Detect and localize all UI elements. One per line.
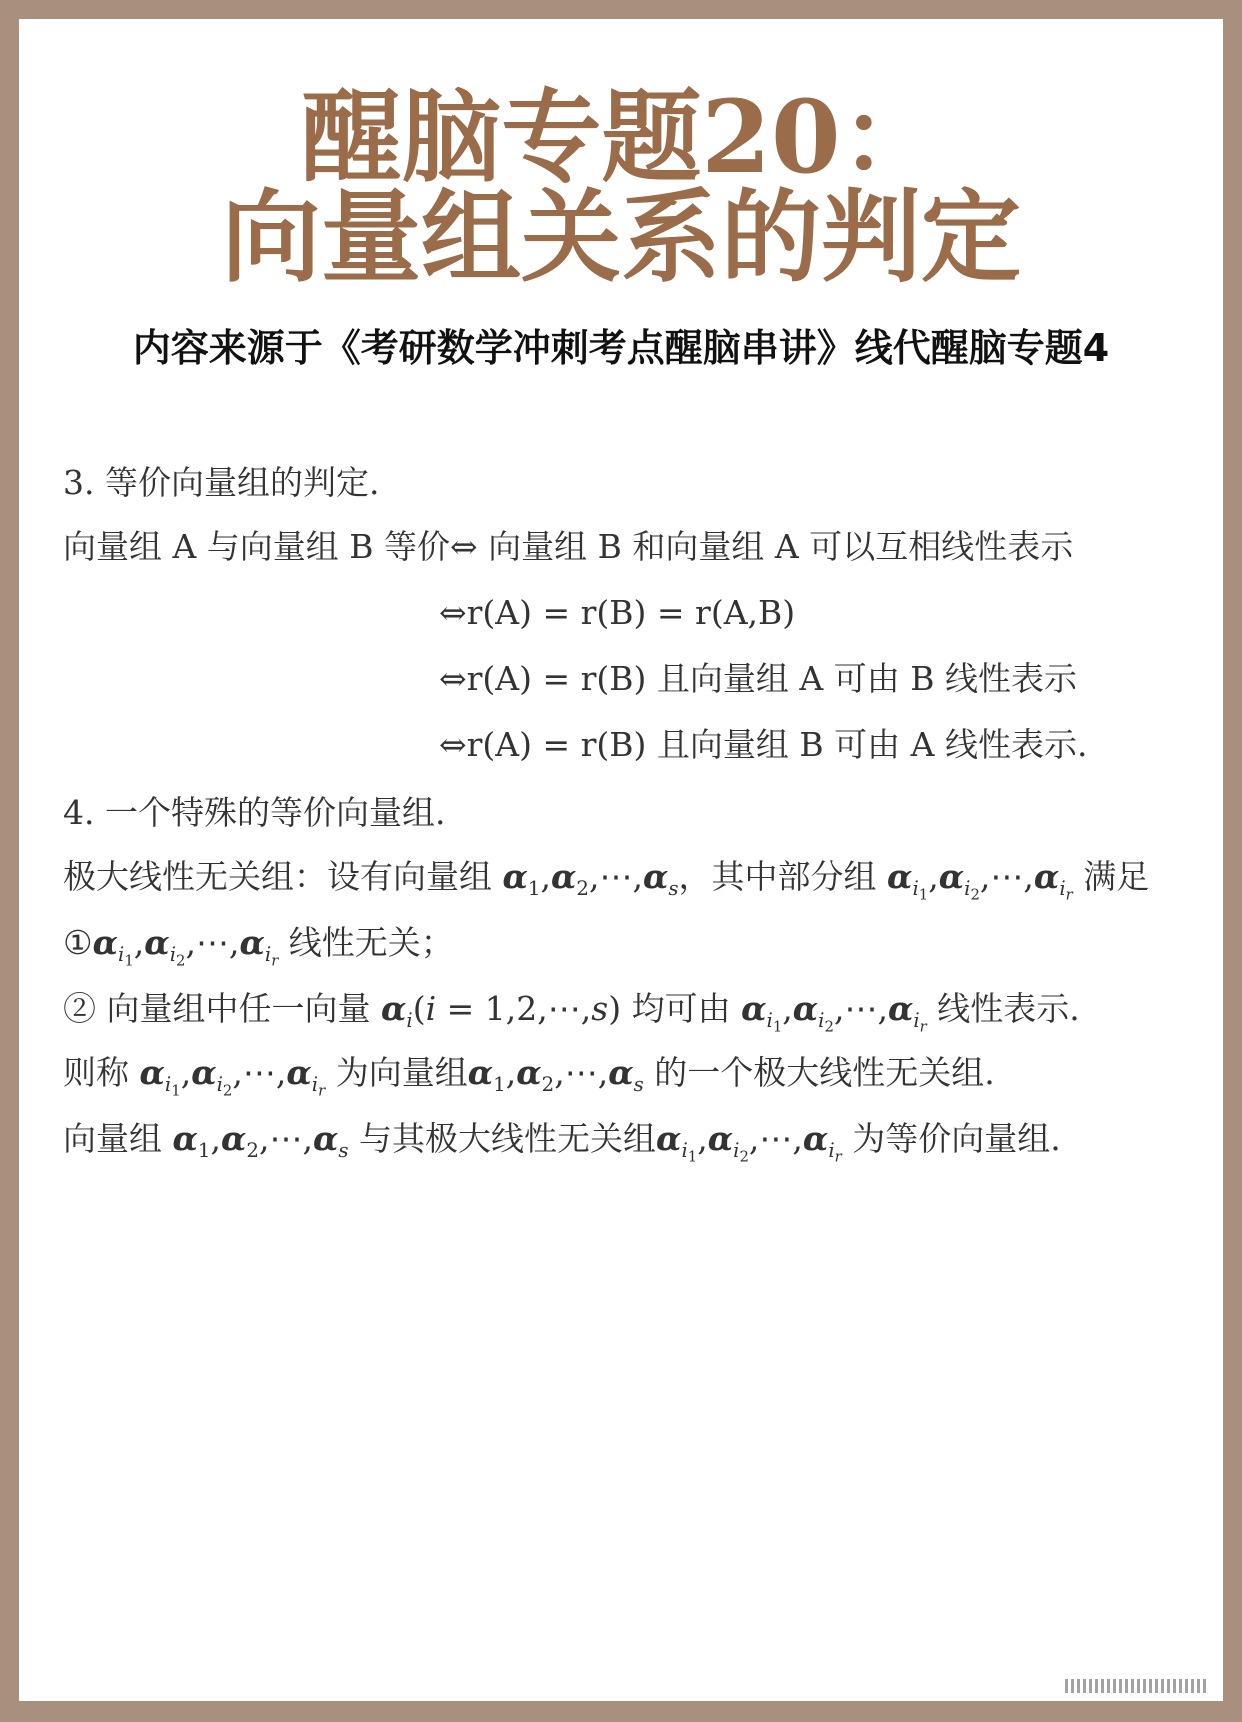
condition-2-suffix: 线性表示.: [937, 989, 1080, 1028]
condition-2-middle: 均可由: [631, 989, 731, 1028]
vector-group-alpha-s: $\alpha_1,\alpha_2,\cdots,\alpha_s$: [502, 857, 679, 900]
watermark-dots: [1065, 1679, 1207, 1693]
title-line-2: 向量组关系的判定: [221, 178, 1021, 296]
final-prefix: 向量组: [63, 1119, 162, 1158]
final-middle: 与其极大线性无关组: [359, 1119, 657, 1158]
conclusion-suffix: 的一个极大线性无关组.: [654, 1053, 995, 1092]
section-3-line-3: ⇔r(A) = r(B) 且向量组 A 可由 B 线性表示: [439, 659, 1077, 698]
section-3-heading: 3. 等价向量组的判定.: [63, 463, 380, 502]
subtitle: 内容来源于《考研数学冲刺考点醒脑串讲》线代醒脑专题4: [132, 326, 1110, 370]
final-line: [63, 1119, 1061, 1166]
conclusion-prefix: 则称: [63, 1053, 129, 1092]
condition-1-marker: ①: [63, 923, 93, 962]
subgroup-alpha-ir: $\alpha_{i_1},\alpha_{i_2},\cdots,\alpha_{i_r}$: [92, 923, 279, 970]
conclusion-line: [63, 1053, 995, 1100]
subgroup-alpha-ir: $\alpha_{i_1},\alpha_{i_2},\cdots,\alpha_{i_r}$: [139, 1053, 326, 1100]
conclusion-middle: 为向量组: [335, 1053, 468, 1092]
section-3-line-1: 向量组 A 与向量组 B 等价⇔ 向量组 B 和向量组 A 可以互相线性表示: [63, 527, 1074, 566]
section-4-heading: 4. 一个特殊的等价向量组.: [63, 793, 446, 832]
condition-1-line: [63, 923, 454, 970]
final-suffix: 为等价向量组.: [852, 1119, 1061, 1158]
condition-1-text: 线性无关；: [288, 923, 454, 962]
section-3-line-4: ⇔r(A) = r(B) 且向量组 B 可由 A 线性表示.: [439, 725, 1088, 764]
subgroup-alpha-ir: $\alpha_{i_1},\alpha_{i_2},\cdots,\alpha_{i_r}$: [656, 1119, 842, 1166]
vector-alpha-i: $\alpha_i(i$ = 1,2,⋯,s): [381, 989, 622, 1032]
condition-2-line: [63, 989, 1080, 1036]
definition-middle: ，其中部分组: [678, 857, 877, 896]
vector-group-alpha-s: $\alpha_1,\alpha_2,\cdots,\alpha_s$: [172, 1119, 349, 1162]
definition-suffix: 满足: [1083, 857, 1150, 896]
page: [19, 19, 1223, 1701]
condition-2-prefix: ② 向量组中任一向量: [63, 989, 371, 1028]
title-line-1: 醒脑专题20：: [301, 78, 941, 196]
definition-prefix: 极大线性无关组：设有向量组: [63, 857, 492, 896]
section-3-line-2: ⇔r(A) = r(B) = r(A,B): [439, 593, 796, 632]
subgroup-alpha-ir: $\alpha_{i_1},\alpha_{i_2},\cdots,\alpha_{i_r}$: [741, 989, 927, 1036]
vector-group-alpha-s: $\alpha_1,\alpha_2,\cdots,\alpha_s$: [467, 1053, 644, 1096]
subgroup-alpha-ir: $\alpha_{i_1},\alpha_{i_2},\cdots,\alpha_{i_r}$: [887, 857, 1073, 904]
definition-line: [63, 857, 1150, 904]
